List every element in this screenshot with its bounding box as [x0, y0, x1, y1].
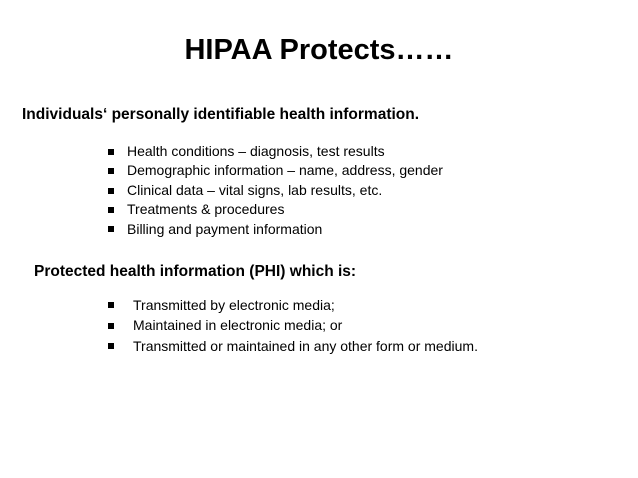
list-item [108, 200, 443, 219]
list-item [108, 220, 443, 239]
list-item [108, 295, 478, 315]
square-bullet-icon [108, 207, 114, 213]
square-bullet-icon [108, 168, 114, 174]
list-item [108, 336, 478, 356]
list-item-text: Transmitted or maintained in any other form or medium. [133, 337, 478, 354]
list-item-text: Maintained in electronic media; or [133, 317, 343, 334]
section-heading-phi-scope: Individuals‘ personally identifiable health information. [22, 106, 420, 123]
list-item-text: Billing and payment information [127, 220, 323, 237]
section-heading-phi-definition: Protected health information (PHI) which is: [34, 263, 357, 280]
square-bullet-icon [108, 323, 114, 329]
square-bullet-icon [108, 302, 114, 308]
list-item-text: Treatments & procedures [127, 201, 285, 218]
list-item [108, 161, 443, 180]
list-item [108, 142, 443, 161]
list-item-text: Health conditions – diagnosis, test results [127, 143, 385, 159]
square-bullet-icon [108, 343, 114, 349]
list-item-text: Clinical data – vital signs, lab results, etc. [127, 181, 383, 198]
square-bullet-icon [108, 149, 114, 155]
list-item-text: Transmitted by electronic media; [133, 297, 335, 313]
list-item-text: Demographic information – name, address, gender [127, 162, 443, 179]
square-bullet-icon [108, 226, 114, 232]
bullet-list-phi-media [108, 295, 478, 356]
list-item [108, 315, 478, 335]
list-item [108, 181, 443, 200]
square-bullet-icon [108, 188, 114, 194]
slide-title: HIPAA Protects…… [184, 34, 454, 66]
bullet-list-health-information [108, 142, 443, 239]
